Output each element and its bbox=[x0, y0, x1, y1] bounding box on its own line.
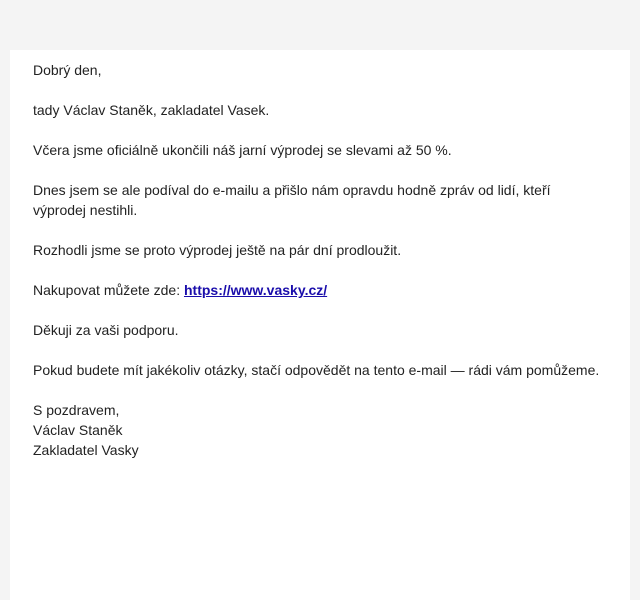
shop-prefix-text: Nakupovat můžete zde: bbox=[33, 282, 184, 298]
thanks-text: Děkuji za vaši podporu. bbox=[33, 322, 179, 338]
shop-link[interactable]: https://www.vasky.cz/ bbox=[183, 282, 328, 298]
questions-paragraph: Pokud budete mít jakékoliv otázky, stačí odpovědět na tento e-mail — rádi vám pomůžeme. bbox=[33, 362, 600, 378]
messages-paragraph: Dnes jsem se ale podíval do e-mailu a přišlo nám opravdu hodně zpráv od lidí, kteří výprodej nestihli. bbox=[33, 182, 551, 218]
greeting-text: Dobrý den, bbox=[33, 62, 102, 78]
signature-role: Zakladatel Vasky bbox=[33, 442, 139, 458]
signature-closing: S pozdravem, bbox=[33, 402, 120, 418]
email-body bbox=[10, 50, 630, 600]
signature-name: Václav Staněk bbox=[33, 422, 123, 438]
signature bbox=[33, 400, 607, 460]
shop-paragraph bbox=[33, 280, 607, 300]
sale-end-paragraph: Včera jsme oficiálně ukončili náš jarní výprodej se slevami až 50 %. bbox=[33, 142, 452, 158]
extend-paragraph: Rozhodli jsme se proto výprodej ještě na pár dní prodloužit. bbox=[33, 242, 402, 258]
intro-text: tady Václav Staněk, zakladatel Vasek. bbox=[33, 102, 270, 118]
